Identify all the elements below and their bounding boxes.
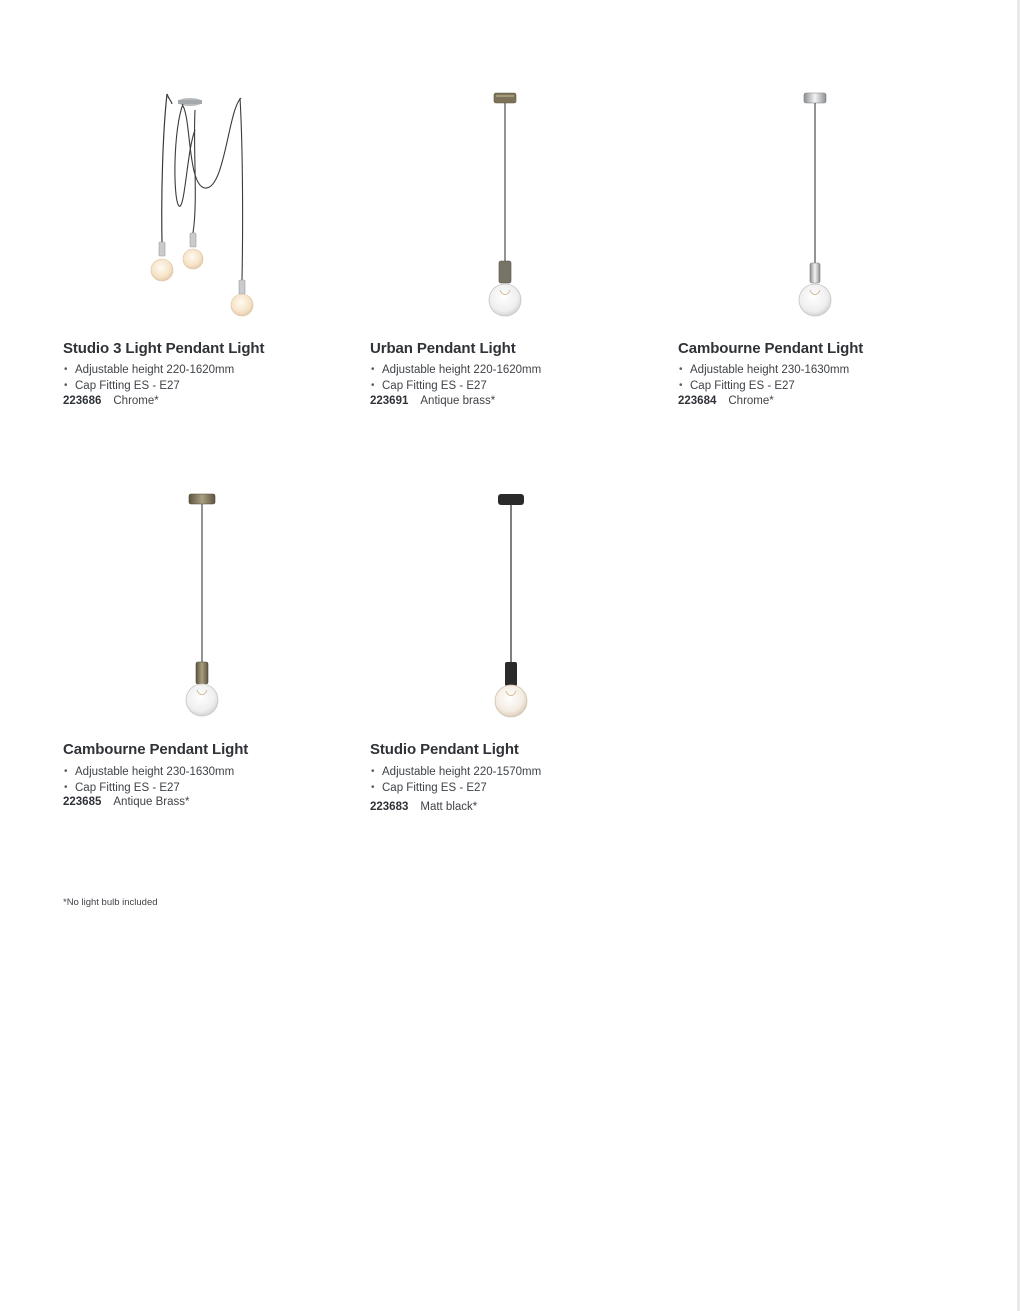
product-features bbox=[370, 764, 541, 796]
feature-height: • Adjustable height 220-1570mm bbox=[370, 764, 541, 780]
feature-cap-fitting: • Cap Fitting ES - E27 bbox=[63, 378, 234, 394]
product-title: Cambourne Pendant Light bbox=[678, 340, 864, 357]
product-finish: Matt black* bbox=[420, 801, 478, 813]
product-code-line bbox=[63, 395, 159, 407]
product-code-line bbox=[678, 395, 774, 407]
footnote: *No light bulb included bbox=[63, 897, 158, 908]
product-finish: Chrome* bbox=[113, 395, 159, 407]
product-code: 223683 bbox=[370, 801, 409, 813]
product-code-line bbox=[63, 796, 189, 808]
product-finish: Antique Brass* bbox=[113, 796, 190, 808]
product-features bbox=[63, 764, 234, 796]
product-title: Studio 3 Light Pendant Light bbox=[63, 340, 265, 357]
product-code: 223686 bbox=[63, 395, 102, 407]
feature-height: • Adjustable height 220-1620mm bbox=[370, 362, 541, 378]
product-code-line bbox=[370, 395, 495, 407]
feature-height: • Adjustable height 220-1620mm bbox=[63, 362, 234, 378]
urban-pendant-image bbox=[480, 90, 540, 325]
product-finish: Chrome* bbox=[728, 395, 774, 407]
product-features bbox=[63, 362, 234, 394]
feature-cap-fitting: • Cap Fitting ES - E27 bbox=[63, 780, 234, 796]
feature-cap-fitting: • Cap Fitting ES - E27 bbox=[678, 378, 849, 394]
product-title: Studio Pendant Light bbox=[370, 741, 519, 758]
product-features bbox=[370, 362, 541, 394]
feature-cap-fitting: • Cap Fitting ES - E27 bbox=[370, 378, 541, 394]
cambourne-chrome-pendant-image bbox=[788, 90, 848, 325]
product-code: 223691 bbox=[370, 395, 409, 407]
studio-3-light-pendant-image bbox=[143, 90, 263, 325]
product-features bbox=[678, 362, 849, 394]
feature-cap-fitting: • Cap Fitting ES - E27 bbox=[370, 780, 541, 796]
product-code: 223685 bbox=[63, 796, 102, 808]
product-code-line bbox=[370, 801, 477, 813]
studio-pendant-image bbox=[483, 490, 543, 725]
feature-height: • Adjustable height 230-1630mm bbox=[678, 362, 849, 378]
product-title: Urban Pendant Light bbox=[370, 340, 516, 357]
product-code: 223684 bbox=[678, 395, 717, 407]
product-title: Cambourne Pendant Light bbox=[63, 741, 249, 758]
cambourne-antique-brass-pendant-image bbox=[175, 490, 235, 725]
product-finish: Antique brass* bbox=[420, 395, 496, 407]
feature-height: • Adjustable height 230-1630mm bbox=[63, 764, 234, 780]
